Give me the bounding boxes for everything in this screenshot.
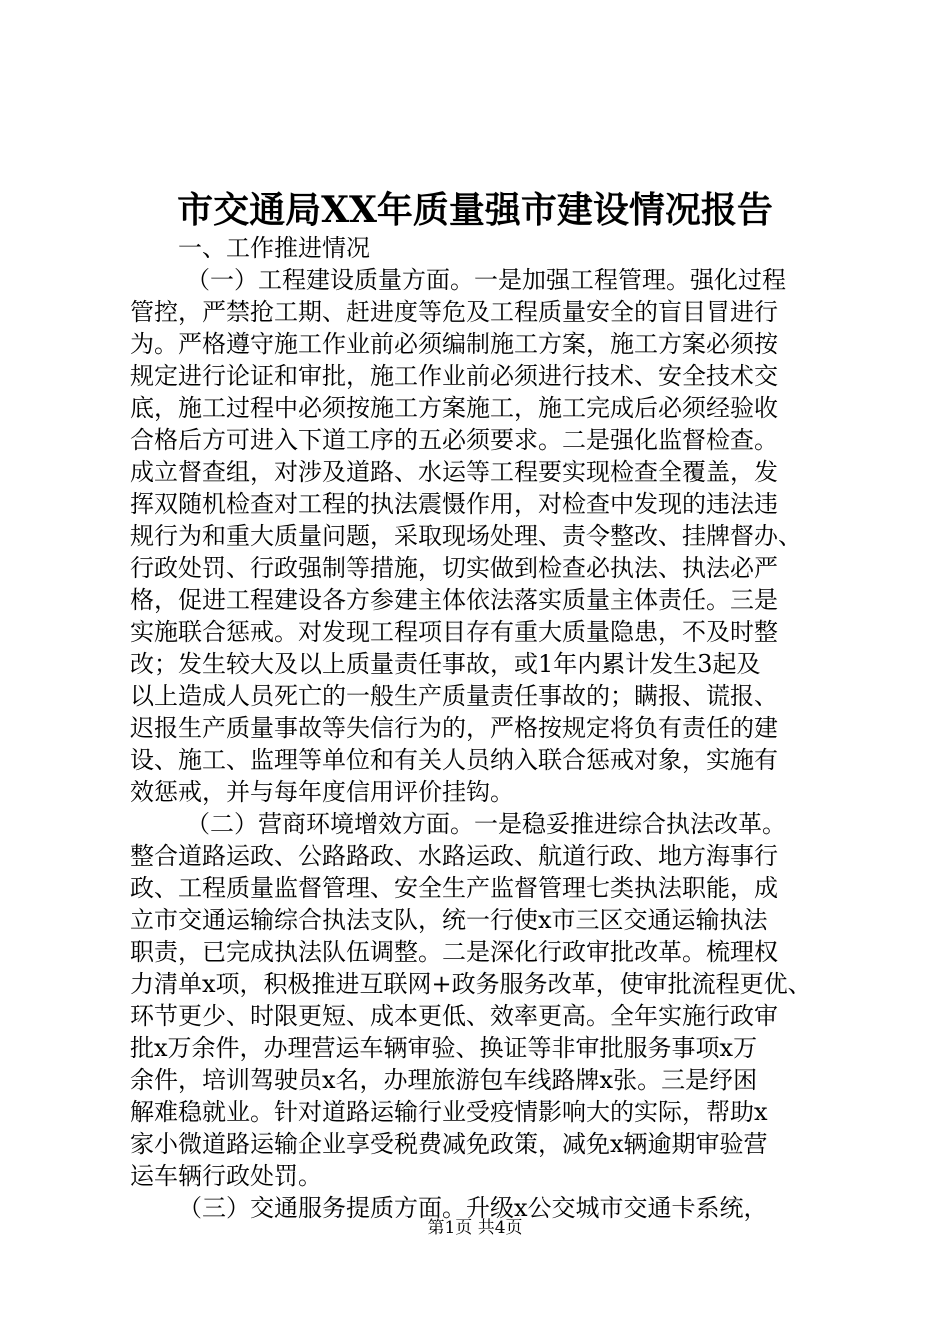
paragraph-line: 效惩戒，并与每年度信用评价挂钩。 — [130, 778, 514, 806]
paragraph-line: 家小微道路运输企业享受税费减免政策，减免x辆逾期审验营 — [130, 1130, 768, 1158]
paragraph-line: 力清单x项，积极推进互联网+政务服务改革，使审批流程更优、 — [130, 970, 812, 998]
paragraph-line: 迟报生产质量事故等失信行为的，严格按规定将负有责任的建 — [130, 714, 778, 742]
paragraph-line: 以上造成人员死亡的一般生产质量责任事故的；瞒报、谎报、 — [130, 682, 778, 710]
paragraph-line: 整合道路运政、公路路政、水路运政、航道行政、地方海事行 — [130, 842, 778, 870]
paragraph-line: 批x万余件，办理营运车辆审验、换证等非审批服务事项x万 — [130, 1034, 758, 1062]
paragraph-line: 为。严格遵守施工作业前必须编制施工方案，施工方案必须按 — [130, 330, 778, 358]
paragraph-line: 立市交通运输综合执法支队，统一行使x市三区交通运输执法 — [130, 906, 768, 934]
paragraph-line: 成立督查组，对涉及道路、水运等工程要实现检查全覆盖，发 — [130, 458, 778, 486]
paragraph-line: 环节更少、时限更短、成本更低、效率更高。全年实施行政审 — [130, 1002, 778, 1030]
paragraph-line: 底，施工过程中必须按施工方案施工，施工完成后必须经验收 — [130, 394, 778, 422]
document-body — [130, 232, 830, 1224]
page-footer: 第1页 共4页 — [427, 1218, 523, 1238]
paragraph-line: 政、工程质量监督管理、安全生产监督管理七类执法职能，成 — [130, 874, 778, 902]
paragraph-line: 管控，严禁抢工期、赶进度等危及工程质量安全的盲目冒进行 — [130, 298, 778, 326]
paragraph-line: 解难稳就业。针对道路运输行业受疫情影响大的实际，帮助x — [130, 1098, 768, 1126]
paragraph-line: 规行为和重大质量问题，采取现场处理、责令整改、挂牌督办、 — [130, 522, 802, 550]
paragraph-line: 格，促进工程建设各方参建主体依法落实质量主体责任。三是 — [130, 586, 778, 614]
paragraph-line: 规定进行论证和审批，施工作业前必须进行技术、安全技术交 — [130, 362, 778, 390]
paragraph-line: 改；发生较大及以上质量责任事故，或1年内累计发生3起及 — [130, 650, 761, 678]
document-title: 市交通局XX年质量强市建设情况报告 — [177, 189, 773, 231]
paragraph-line: 实施联合惩戒。对发现工程项目存有重大质量隐患，不及时整 — [130, 618, 778, 646]
paragraph-line: 设、施工、监理等单位和有关人员纳入联合惩戒对象，实施有 — [130, 746, 778, 774]
paragraph-line: （一）工程建设质量方面。一是加强工程管理。强化过程 — [186, 266, 786, 294]
paragraph-line: 职责，已完成执法队伍调整。二是深化行政审批改革。梳理权 — [130, 938, 778, 966]
paragraph-line: （二）营商环境增效方面。一是稳妥推进综合执法改革。 — [186, 810, 786, 838]
paragraph-line: 合格后方可进入下道工序的五必须要求。二是强化监督检查。 — [130, 426, 778, 454]
paragraph-line: 运车辆行政处罚。 — [130, 1162, 322, 1190]
section-heading: 一、工作推进情况 — [178, 234, 370, 262]
paragraph-line: 挥双随机检查对工程的执法震慑作用，对检查中发现的违法违 — [130, 490, 778, 518]
paragraph-line: 行政处罚、行政强制等措施，切实做到检查必执法、执法必严 — [130, 554, 778, 582]
paragraph-line: 余件，培训驾驶员x名，办理旅游包车线路牌x张。三是纾困 — [130, 1066, 758, 1094]
paragraph-line: （三）交通服务提质方面。升级x公交城市交通卡系统， — [178, 1194, 768, 1222]
